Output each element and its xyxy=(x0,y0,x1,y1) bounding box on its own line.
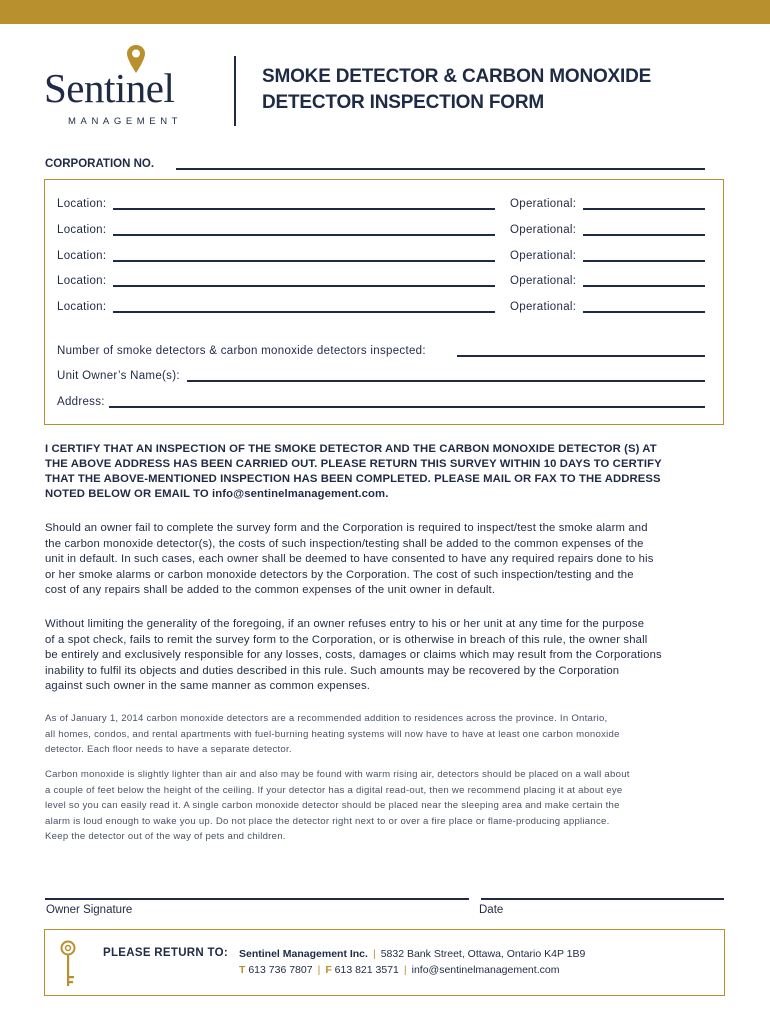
paragraph-line: Without limiting the generality of the foregoing, if an owner refuses entry to his or her unit at any time for the purpose xyxy=(45,618,645,630)
key-icon xyxy=(59,940,77,988)
paragraph-line: Carbon monoxide is slightly lighter than air and also may be found with warm rising air, detectors should be placed on a wall about xyxy=(45,769,630,780)
address-field[interactable] xyxy=(109,406,705,408)
paragraph-line: against such owner in the same manner as common expenses. xyxy=(45,680,371,693)
operational-field[interactable] xyxy=(583,208,705,210)
location-label: Location: xyxy=(57,250,107,262)
return-address-line xyxy=(239,948,585,960)
detector-count-label: Number of smoke detectors & carbon monoxide detectors inspected: xyxy=(57,345,426,357)
paragraph-line: unit in default. In such cases, each owner shall be deemed to have consented to have any required repairs done to his xyxy=(45,553,654,566)
separator: | xyxy=(317,964,321,976)
paragraph-line: be entirely and exclusively responsible for any losses, costs, damages or claims which may result from the Corporations xyxy=(45,649,662,662)
paragraph-line: all homes, condos, and rental apartments with fuel-burning heating systems will now have to have at least one carbon monoxide xyxy=(45,728,620,740)
email-link[interactable]: info@sentinelmanagement.com xyxy=(411,964,560,976)
corporation-label: CORPORATION NO. xyxy=(45,158,155,170)
operational-label: Operational: xyxy=(510,250,577,262)
telephone-number: 613 736 7807 xyxy=(248,964,313,976)
default-cost-paragraph xyxy=(45,521,730,599)
certify-line: THAT THE ABOVE-MENTIONED INSPECTION HAS BEEN COMPLETED. PLEASE MAIL OR FAX TO THE ADDRESS xyxy=(45,473,661,485)
return-label: PLEASE RETURN TO: xyxy=(103,947,229,959)
street-address: 5832 Bank Street, Ottawa, Ontario K4P 1B9 xyxy=(380,948,586,960)
fax-label: F xyxy=(325,964,332,976)
detector-count-field[interactable] xyxy=(457,355,705,357)
form-title xyxy=(262,64,651,116)
owner-name-field[interactable] xyxy=(187,380,705,382)
paragraph-line: detector. Each floor needs to have a separate detector. xyxy=(45,744,292,756)
return-address-box xyxy=(44,929,725,996)
paragraph-line: the carbon monoxide detector(s), the costs of such inspection/testing shall be added to the common expenses of the xyxy=(45,537,644,550)
paragraph-line: level so you can easily read it. A single carbon monoxide detector should be placed near the sleeping area and make certain the xyxy=(45,800,620,812)
corporation-number-field[interactable] xyxy=(176,168,705,170)
location-field[interactable] xyxy=(113,311,495,313)
logo-wordmark: Sentinel xyxy=(44,65,175,111)
paragraph-line: cost of any repairs shall be added to the common expenses of the unit owner in default. xyxy=(45,584,496,597)
location-label: Location: xyxy=(57,224,107,236)
location-field[interactable] xyxy=(113,260,495,262)
operational-field[interactable] xyxy=(583,311,705,313)
operational-field[interactable] xyxy=(583,234,705,236)
sentinel-logo xyxy=(44,44,209,134)
separator: | xyxy=(372,948,376,960)
form-title-line2: DETECTOR INSPECTION FORM xyxy=(262,92,544,113)
location-field[interactable] xyxy=(113,208,495,210)
logo-subtitle: MANAGEMENT xyxy=(68,116,183,127)
owner-signature-field[interactable] xyxy=(45,898,469,900)
form-title-line1: SMOKE DETECTOR & CARBON MONOXIDE xyxy=(262,66,652,87)
certify-line: I CERTIFY THAT AN INSPECTION OF THE SMOKE DETECTOR AND THE CARBON MONOXIDE DETECTOR (S) AT xyxy=(45,443,657,455)
header-divider xyxy=(234,56,236,126)
certification-statement xyxy=(45,442,730,502)
date-field[interactable] xyxy=(481,898,724,900)
certify-line: NOTED BELOW OR EMAIL TO info@sentinelmanagement.com. xyxy=(45,488,389,500)
paragraph-line: Should an owner fail to complete the survey form and the Corporation is required to inspect/test the smoke alarm and xyxy=(45,522,648,534)
address-label: Address: xyxy=(57,396,105,408)
paragraph-line: a couple of feet below the height of the ceiling. If your detector has a digital read-out, then we recommend placing it at about eye xyxy=(45,784,623,796)
liability-paragraph xyxy=(45,617,730,695)
location-label: Location: xyxy=(57,275,107,287)
operational-field[interactable] xyxy=(583,285,705,287)
placement-advice-paragraph xyxy=(45,767,730,845)
paragraph-line: Keep the detector out of the way of pets and children. xyxy=(45,831,286,843)
top-accent-bar xyxy=(0,0,770,24)
return-contact-line xyxy=(239,964,559,976)
fax-number: 613 821 3571 xyxy=(334,964,399,976)
operational-label: Operational: xyxy=(510,301,577,313)
location-field[interactable] xyxy=(113,234,495,236)
operational-label: Operational: xyxy=(510,224,577,236)
location-field[interactable] xyxy=(113,285,495,287)
inspection-box xyxy=(44,179,724,425)
paragraph-line: of a spot check, fails to remit the survey form to the Corporation, or is otherwise in breach of this rule, the owner shall xyxy=(45,633,648,646)
company-name: Sentinel Management Inc. xyxy=(239,948,368,960)
paragraph-line: As of January 1, 2014 carbon monoxide detectors are a recommended addition to residences across the province. In Ontario, xyxy=(45,713,608,724)
paragraph-line: inability to fulfil its objects and duties described in this rule. Such amounts may be recovered by the Corporation xyxy=(45,664,620,677)
location-label: Location: xyxy=(57,301,107,313)
operational-label: Operational: xyxy=(510,275,577,287)
date-label: Date xyxy=(479,904,504,916)
owner-name-label: Unit Owner’s Name(s): xyxy=(57,370,180,382)
separator: | xyxy=(403,964,407,976)
paragraph-line: or her smoke alarms or carbon monoxide detectors by the Corporation. The cost of such inspection/testing and the xyxy=(45,568,634,581)
telephone-label: T xyxy=(239,964,246,976)
owner-signature-label: Owner Signature xyxy=(46,904,133,916)
operational-field[interactable] xyxy=(583,260,705,262)
certify-line: THE ABOVE ADDRESS HAS BEEN CARRIED OUT. PLEASE RETURN THIS SURVEY WITHIN 10 DAYS TO CERTIFY xyxy=(45,458,662,470)
paragraph-line: alarm is loud enough to wake you up. Do not place the detector right next to or over a fire place or flame-producing appliance. xyxy=(45,815,610,827)
location-label: Location: xyxy=(57,198,107,210)
ontario-requirement-paragraph xyxy=(45,711,730,758)
operational-label: Operational: xyxy=(510,198,577,210)
